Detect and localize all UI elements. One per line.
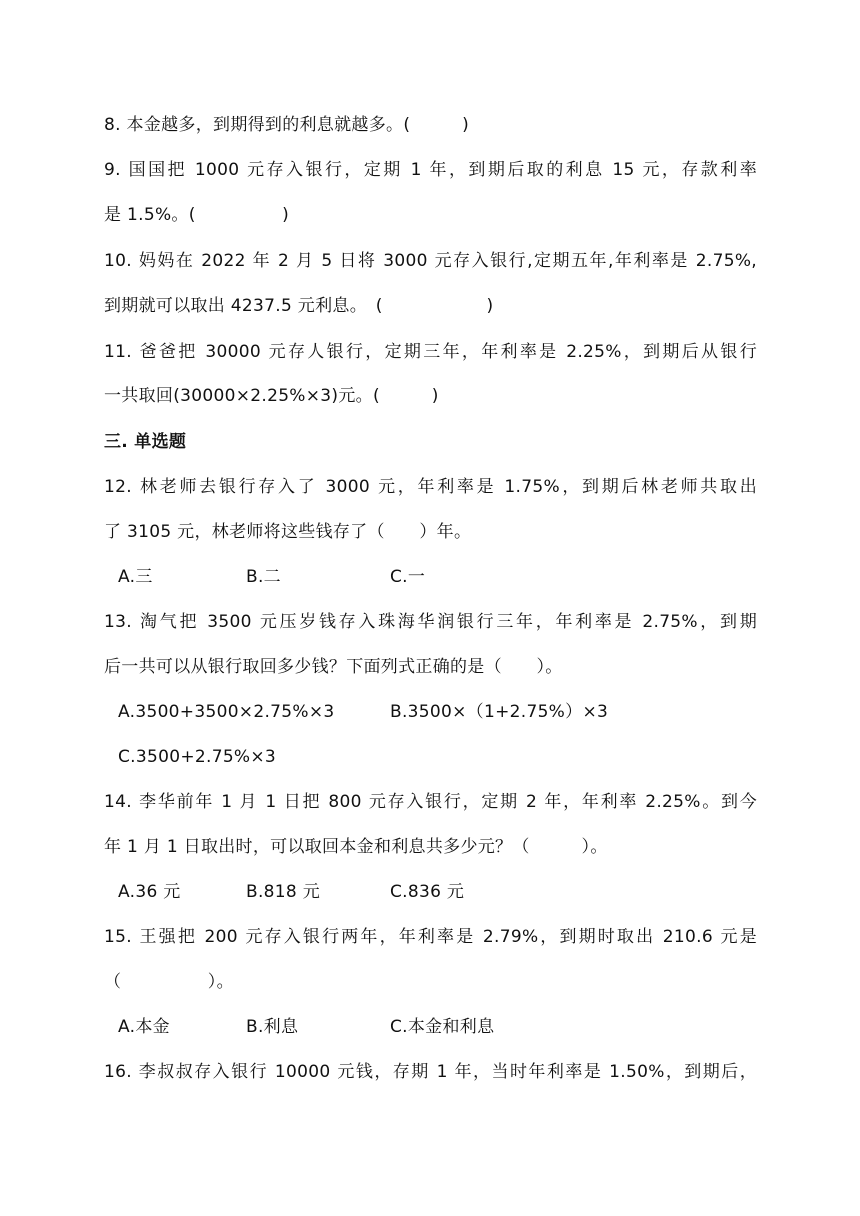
question-14-line-2: 年 1 月 1 日取出时，可以取回本金和利息共多少元？（ ）。 bbox=[104, 837, 608, 857]
question-16-line-1: 16. 李叔叔存入银行 10000 元钱，存期 1 年，当时年利率是 1.50%，到期后， bbox=[104, 1062, 757, 1082]
question-12-option-b: B.二 bbox=[246, 567, 281, 587]
question-14-option-a: A.36 元 bbox=[118, 882, 181, 902]
question-11-line-1: 11. 爸爸把 30000 元存人银行，定期三年，年利率是 2.25%，到期后从银行 bbox=[104, 342, 757, 362]
question-15-option-b: B.利息 bbox=[246, 1017, 299, 1037]
section-3-title: 三. 单选题 bbox=[104, 432, 187, 452]
question-9-line-2: 是 1.5%。( ) bbox=[104, 205, 290, 225]
question-15-option-a: A.本金 bbox=[118, 1017, 170, 1037]
question-12-line-1: 12. 林老师去银行存入了 3000 元，年利率是 1.75%，到期后林老师共取出 bbox=[104, 477, 757, 497]
question-13-option-c: C.3500+2.75%×3 bbox=[118, 747, 277, 767]
question-8-line-1: 8. 本金越多，到期得到的利息就越多。( ) bbox=[104, 115, 470, 135]
question-9-line-1: 9. 国国把 1000 元存入银行，定期 1 年，到期后取的利息 15 元，存款利率 bbox=[104, 160, 757, 180]
question-10-line-2: 到期就可以取出 4237.5 元利息。 ( ) bbox=[104, 296, 494, 316]
question-12-option-a: A.三 bbox=[118, 567, 153, 587]
question-13-line-1: 13. 淘气把 3500 元压岁钱存入珠海华润银行三年，年利率是 2.75%，到期 bbox=[104, 612, 757, 632]
question-10-line-1: 10. 妈妈在 2022 年 2 月 5 日将 3000 元存入银行,定期五年,年利率是 2.75%, bbox=[104, 251, 757, 271]
question-13-line-2: 后一共可以从银行取回多少钱？下面列式正确的是（ ）。 bbox=[104, 657, 563, 677]
question-12-line-2: 了 3105 元，林老师将这些钱存了（ ）年。 bbox=[104, 522, 472, 542]
question-13-option-b: B.3500×（1+2.75%）×3 bbox=[390, 702, 609, 722]
question-13-option-a: A.3500+3500×2.75%×3 bbox=[118, 702, 335, 722]
question-14-option-c: C.836 元 bbox=[390, 882, 465, 902]
question-15-line-2: （ ）。 bbox=[104, 972, 234, 992]
question-15-line-1: 15. 王强把 200 元存入银行两年，年利率是 2.79%，到期时取出 210.6 元是 bbox=[104, 927, 757, 947]
question-14-option-b: B.818 元 bbox=[246, 882, 321, 902]
question-12-option-c: C.一 bbox=[390, 567, 426, 587]
question-11-line-2: 一共取回(30000×2.25%×3)元。( ) bbox=[104, 386, 439, 406]
question-15-option-c: C.本金和利息 bbox=[390, 1017, 495, 1037]
question-14-line-1: 14. 李华前年 1 月 1 日把 800 元存入银行，定期 2 年，年利率 2.25%。到今 bbox=[104, 792, 757, 812]
